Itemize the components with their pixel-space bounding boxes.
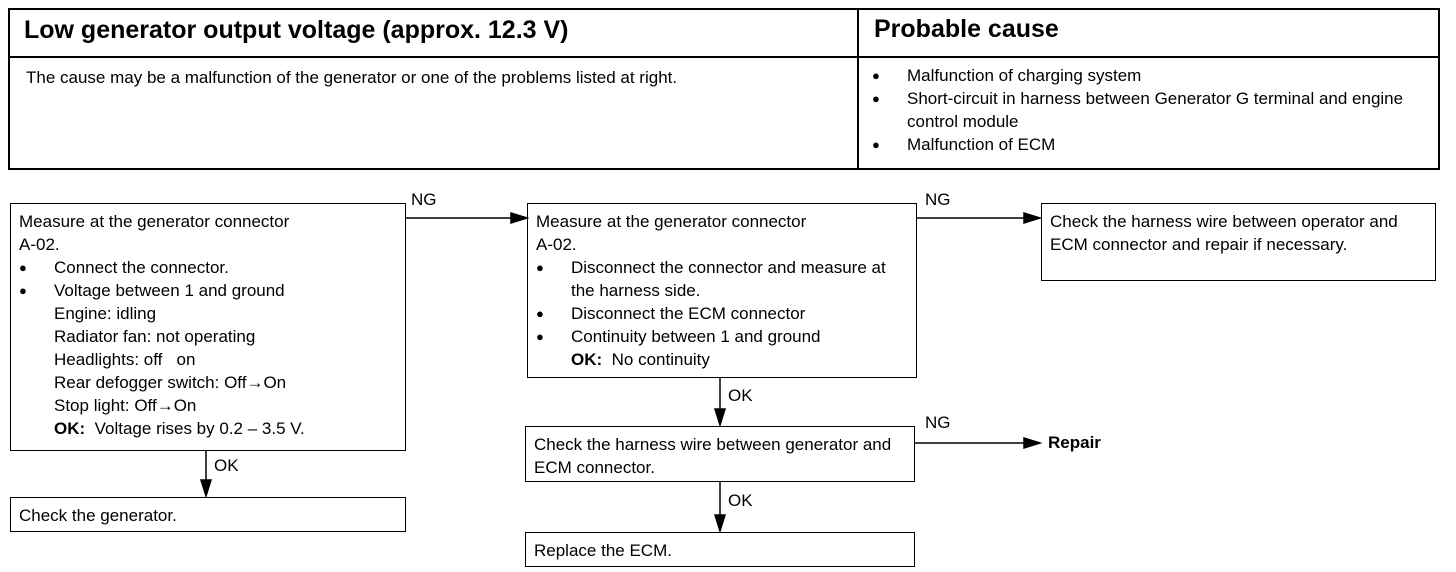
step2-ok-text: No continuity <box>611 350 710 369</box>
cause-item: ● Short-circuit in harness between Generator G terminal and engine control module <box>872 87 1432 133</box>
arrow-head <box>511 213 527 223</box>
step1-condition: Stop light: Off→On <box>54 396 197 415</box>
step2-bullet: ● Continuity between 1 and ground <box>536 325 908 348</box>
step6-replace-ecm-box: Replace the ECM. <box>525 532 915 567</box>
step1-ok-text: Voltage rises by 0.2 – 3.5 V. <box>94 419 305 438</box>
step1-bullet: ● Connect the connector. <box>19 256 397 279</box>
step2-bullet: ● Disconnect the ECM connector <box>536 302 908 325</box>
ok-label: OK <box>214 456 239 475</box>
step1-title-line: A-02. <box>19 235 60 254</box>
cause-item: ● Malfunction of ECM <box>872 133 1432 156</box>
cause-item: ● Malfunction of charging system <box>872 64 1432 87</box>
probable-cause-heading: Probable cause <box>874 15 1059 43</box>
repair-label: Repair <box>1048 433 1101 452</box>
ng-label: NG <box>925 413 951 432</box>
arrow-head <box>715 515 725 531</box>
step2-title-line: A-02. <box>536 235 577 254</box>
ng-label: NG <box>411 190 437 209</box>
page-title: Low generator output voltage (approx. 12.3 V) <box>24 16 569 44</box>
step5-generator-box: Check the generator. <box>10 497 406 532</box>
ok-label: OK: <box>54 419 86 438</box>
step1-title-line: Measure at the generator connector <box>19 212 290 231</box>
step1-condition: Engine: idling <box>54 304 157 323</box>
step3-harness-box: Check the harness wire between operator and ECM connector and repair if necessary. <box>1041 203 1436 281</box>
step1-condition: Headlights: off on <box>54 350 196 369</box>
ok-label: OK: <box>571 350 603 369</box>
step1-bullet: ● Voltage between 1 and ground <box>19 279 397 302</box>
step2-title-line: Measure at the generator connector <box>536 212 807 231</box>
arrow-head <box>1024 213 1040 223</box>
step1-condition: Rear defogger switch: Off→On <box>54 373 287 392</box>
arrow-head <box>715 409 725 425</box>
ok-label: OK <box>728 491 753 510</box>
arrow-head <box>1024 438 1040 448</box>
step1-condition: Radiator fan: not operating <box>54 327 256 346</box>
ng-label: NG <box>925 190 951 209</box>
step4-harness-box: Check the harness wire between generator and ECM connector. <box>525 426 915 482</box>
arrow-head <box>201 480 211 496</box>
cause-description: The cause may be a malfunction of the generator or one of the problems listed at right. <box>26 68 678 87</box>
ok-label: OK <box>728 386 753 405</box>
step2-bullet: ● Disconnect the connector and measure at the harness side. <box>536 256 908 302</box>
